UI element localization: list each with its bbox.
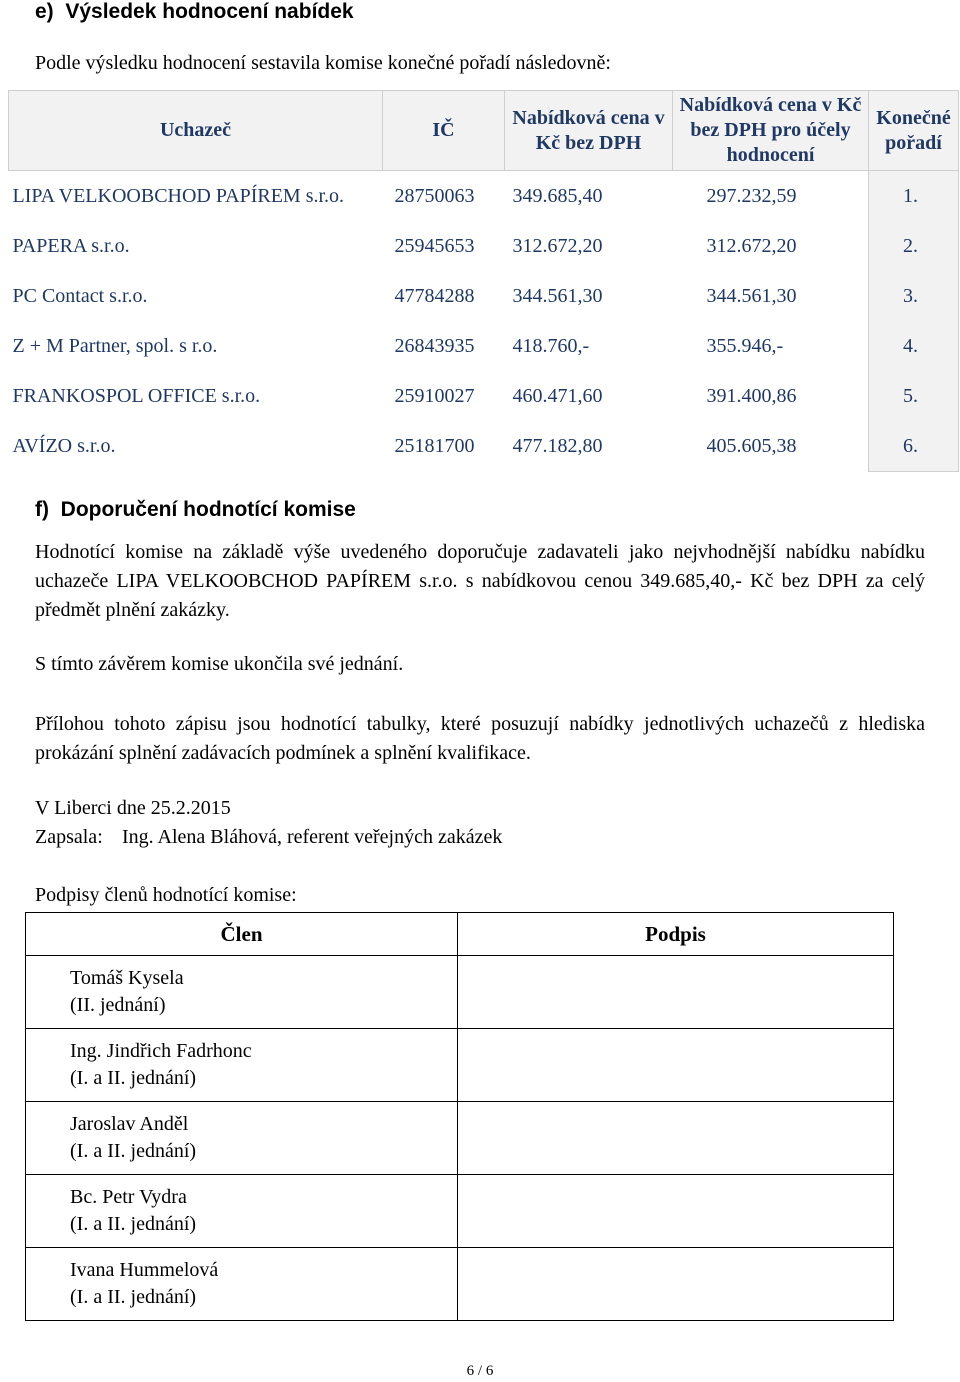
member-name: Tomáš Kysela: [70, 967, 184, 989]
header-price: Nabídková cena v Kč bez DPH: [505, 91, 673, 171]
price-cell: 477.182,80: [512, 434, 603, 457]
member-cell: [26, 956, 458, 1029]
table-row: [9, 371, 959, 421]
member-cell: [26, 1248, 458, 1321]
rank-cell: 4.: [869, 321, 959, 371]
member-cell: [26, 1029, 458, 1102]
header-ico: IČ: [383, 91, 505, 171]
price-cell: 312.672,20: [512, 234, 603, 257]
bidder-cell: LIPA VELKOOBCHOD PAPÍREM s.r.o.: [12, 184, 345, 207]
conclusion-paragraph: S tímto závěrem komise ukončila své jednání.: [35, 653, 404, 675]
signature-cell: [458, 1102, 894, 1175]
table-row: [26, 956, 894, 1029]
signature-cell: [458, 1029, 894, 1102]
signature-cell: [458, 1175, 894, 1248]
table-row: [26, 1102, 894, 1175]
price-cell: 418.760,-: [512, 334, 590, 357]
member-cell: [26, 1175, 458, 1248]
table-row: [9, 271, 959, 321]
bidder-cell: AVÍZO s.r.o.: [12, 434, 116, 457]
member-name: Ivana Hummelová: [70, 1259, 219, 1281]
section-e-intro: Podle výsledku hodnocení sestavila komise konečné pořadí následovně:: [35, 52, 611, 74]
table-row: [9, 221, 959, 271]
place-date: V Liberci dne 25.2.2015: [35, 797, 231, 819]
results-header-row: [9, 91, 959, 171]
table-row: [26, 1248, 894, 1321]
rank-cell: 5.: [869, 371, 959, 421]
table-row: [26, 1029, 894, 1102]
price-eval-cell: 297.232,59: [706, 184, 797, 207]
page-number: 6 / 6: [466, 1363, 494, 1379]
ico-cell: 26843935: [394, 334, 475, 357]
header-signature: Podpis: [458, 913, 894, 956]
table-row: [9, 171, 959, 222]
ico-cell: 25910027: [394, 384, 475, 407]
section-e-title: e) Výsledek hodnocení nabídek: [35, 0, 354, 23]
price-cell: 460.471,60: [512, 384, 603, 407]
header-member: Člen: [26, 913, 458, 956]
rank-cell: 2.: [869, 221, 959, 271]
ico-cell: 47784288: [394, 284, 475, 307]
member-name: Jaroslav Anděl: [70, 1113, 189, 1135]
rank-cell: 6.: [869, 421, 959, 472]
price-cell: 349.685,40: [512, 184, 603, 207]
signature-cell: [458, 956, 894, 1029]
member-note: (II. jednání): [70, 994, 166, 1016]
signatures-header-row: [26, 913, 894, 956]
recommendation-paragraph: Hodnotící komise na základě výše uvedeného doporučuje zadavateli jako nejvhodnější nabídku nabídku uchazeče LIPA VELKOOBCHOD PAPÍREM s.r.o. s nabídkovou cenou 349.685,40,- Kč bez DPH za celý předmět plnění zakázky.: [35, 541, 925, 621]
member-note: (I. a II. jednání): [70, 1067, 197, 1089]
section-f-title: f) Doporučení hodnotící komise: [35, 498, 356, 521]
price-eval-cell: 344.561,30: [706, 284, 797, 307]
price-eval-cell: 355.946,-: [706, 334, 784, 357]
bidder-cell: PAPERA s.r.o.: [12, 234, 130, 257]
recorder-label: Zapsala:: [35, 826, 103, 848]
bidder-cell: Z + M Partner, spol. s r.o.: [12, 334, 218, 357]
member-note: (I. a II. jednání): [70, 1286, 197, 1308]
price-eval-cell: 312.672,20: [706, 234, 797, 257]
member-name: Ing. Jindřich Fadrhonc: [70, 1040, 252, 1062]
ico-cell: 25945653: [394, 234, 475, 257]
recorder-name: Ing. Alena Bláhová, referent veřejných zakázek: [122, 826, 503, 848]
price-eval-cell: 391.400,86: [706, 384, 797, 407]
header-rank: Konečné pořadí: [869, 91, 959, 171]
member-name: Bc. Petr Vydra: [70, 1186, 187, 1208]
table-row: [26, 1175, 894, 1248]
header-price-eval: Nabídková cena v Kč bez DPH pro účely hodnocení: [673, 91, 869, 171]
ico-cell: 25181700: [394, 434, 475, 457]
price-eval-cell: 405.605,38: [706, 434, 797, 457]
results-table: [8, 90, 959, 472]
header-bidder: Uchazeč: [9, 91, 383, 171]
rank-cell: 1.: [869, 171, 959, 222]
signature-cell: [458, 1248, 894, 1321]
bidder-cell: FRANKOSPOL OFFICE s.r.o.: [12, 384, 261, 407]
member-cell: [26, 1102, 458, 1175]
bidder-cell: PC Contact s.r.o.: [12, 284, 148, 307]
member-note: (I. a II. jednání): [70, 1213, 197, 1235]
signatures-title: Podpisy členů hodnotící komise:: [35, 884, 297, 906]
member-note: (I. a II. jednání): [70, 1140, 197, 1162]
table-row: [9, 421, 959, 472]
attachment-paragraph: Přílohou tohoto zápisu jsou hodnotící tabulky, které posuzují nabídky jednotlivých uchazečů z hlediska prokázání splnění zadávacích podmínek a splnění kvalifikace.: [35, 713, 925, 764]
rank-cell: 3.: [869, 271, 959, 321]
price-cell: 344.561,30: [512, 284, 603, 307]
table-row: [9, 321, 959, 371]
signatures-table: [25, 912, 894, 1321]
ico-cell: 28750063: [394, 184, 475, 207]
